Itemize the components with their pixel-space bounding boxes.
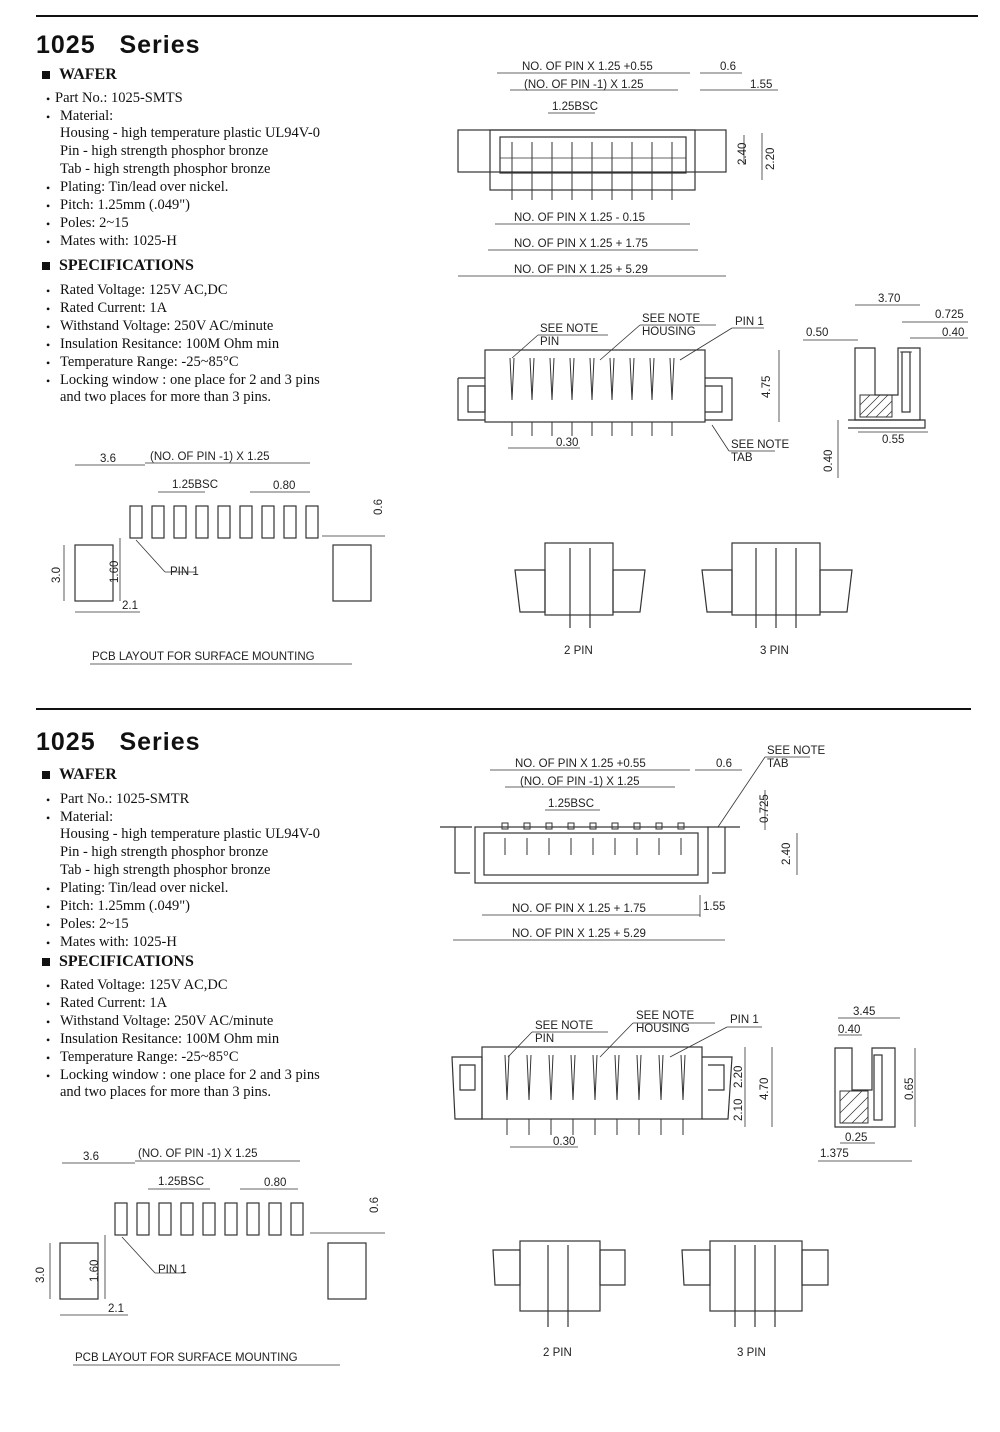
note-label: HOUSING	[636, 1023, 690, 1035]
bullet-dot-icon: •	[46, 356, 51, 370]
spec-line: Rated Current: 1A	[60, 995, 168, 1011]
bullet-dot-icon: •	[46, 320, 51, 334]
wafer-line: Mates with: 1025-H	[60, 233, 177, 249]
dim-label: 4.75	[761, 375, 773, 398]
spec-line: and two places for more than 3 pins.	[60, 389, 272, 405]
wafer-line: Pitch: 1.25mm (.049")	[60, 898, 190, 914]
dim-label: 2.1	[108, 1303, 124, 1315]
series-section-smtr	[0, 705, 1000, 1432]
dim-label: 1.55	[703, 901, 726, 913]
dim-label: 1.25BSC	[172, 479, 219, 491]
wafer-line: Mates with: 1025-H	[60, 934, 177, 950]
bullet-dot-icon: •	[46, 882, 51, 896]
dim-label: 0.6	[720, 61, 736, 73]
note-label: TAB	[767, 758, 789, 770]
bullet-dot-icon: •	[46, 811, 51, 825]
bullet-dot-icon: •	[46, 918, 51, 932]
dim-label: 3.6	[83, 1151, 99, 1163]
dim-label: 3.0	[35, 1267, 47, 1283]
dim-label: 0.30	[553, 1136, 576, 1148]
spec-line: Temperature Range: -25~85°C	[60, 354, 239, 370]
bullet-dot-icon: •	[46, 217, 51, 231]
spec-line: Rated Current: 1A	[60, 300, 168, 316]
note-label: PIN 1	[735, 316, 764, 328]
top-view-drawing	[458, 61, 778, 276]
bullet-dot-icon: •	[46, 1069, 51, 1083]
specifications-heading: SPECIFICATIONS	[42, 257, 194, 275]
dim-label: 2.20	[765, 147, 777, 170]
dim-label: 1.60	[89, 1259, 101, 1282]
dim-label: 0.725	[759, 794, 771, 823]
wafer-line: Pin - high strength phosphor bronze	[60, 844, 269, 860]
dim-label: (NO. OF PIN -1) X 1.25	[524, 79, 644, 91]
wafer-line: Part No.: 1025-SMTS	[55, 90, 183, 106]
spec-line: Locking window : one place for 2 and 3 pins	[60, 372, 320, 388]
note-label: SEE NOTE	[642, 313, 701, 325]
dim-label: 0.725	[935, 309, 964, 321]
note-label: SEE NOTE	[540, 323, 599, 335]
technical-drawing-smtr	[0, 705, 1000, 1432]
side-view-drawing	[803, 293, 968, 478]
wafer-line: Plating: Tin/lead over nickel.	[60, 179, 229, 195]
wafer-line: Tab - high strength phosphor bronze	[60, 862, 271, 878]
bullet-dot-icon: •	[46, 338, 51, 352]
wafer-line: Housing - high temperature plastic UL94V-0	[60, 826, 321, 842]
series-section-smts	[0, 0, 1000, 705]
wafer-line: Pin - high strength phosphor bronze	[60, 143, 269, 159]
dim-label: 1.375	[820, 1148, 849, 1160]
dim-label: NO. OF PIN X 1.25 +0.55	[515, 758, 646, 770]
dim-label: 3.70	[878, 293, 901, 305]
wafer-line: Tab - high strength phosphor bronze	[60, 161, 271, 177]
dim-label: 0.6	[369, 1197, 381, 1213]
front-view-drawing	[452, 1010, 772, 1148]
three-pin-drawing	[702, 543, 852, 657]
dim-label: 3.45	[853, 1006, 876, 1018]
wafer-line: Plating: Tin/lead over nickel.	[60, 880, 229, 896]
wafer-line: Poles: 2~15	[60, 916, 129, 932]
dim-label: PIN 1	[158, 1264, 187, 1276]
dim-label: 2.1	[122, 600, 138, 612]
dim-label: 3.6	[100, 453, 116, 465]
wafer-line: Pitch: 1.25mm (.049")	[60, 197, 190, 213]
series-title: 1025 Series	[36, 728, 201, 756]
bullet-dot-icon: •	[46, 1051, 51, 1065]
wafer-heading: WAFER	[42, 66, 117, 84]
dim-label: 0.50	[806, 327, 829, 339]
pcb-layout-caption: PCB LAYOUT FOR SURFACE MOUNTING	[75, 1352, 298, 1364]
wafer-line: Material:	[60, 809, 114, 825]
two-pin-drawing	[515, 543, 645, 657]
spec-line: Insulation Resitance: 100M Ohm min	[60, 1031, 280, 1047]
spec-line: Temperature Range: -25~85°C	[60, 1049, 239, 1065]
dim-label: PIN 1	[170, 566, 199, 578]
dim-label: 1.60	[109, 560, 121, 583]
dim-label: 0.40	[838, 1024, 861, 1036]
note-label: HOUSING	[642, 326, 696, 338]
spec-line: Withstand Voltage: 250V AC/minute	[60, 1013, 274, 1029]
bullet-dot-icon: •	[46, 900, 51, 914]
spec-line: and two places for more than 3 pins.	[60, 1084, 272, 1100]
spec-line: Rated Voltage: 125V AC,DC	[60, 977, 228, 993]
three-pin-drawing	[682, 1241, 828, 1359]
dim-label: 0.6	[373, 499, 385, 515]
dim-label: (NO. OF PIN -1) X 1.25	[520, 776, 640, 788]
two-pin-caption: 2 PIN	[543, 1347, 572, 1359]
spec-line: Withstand Voltage: 250V AC/minute	[60, 318, 274, 334]
bullet-dot-icon: •	[46, 302, 51, 316]
bullet-dot-icon: •	[46, 284, 51, 298]
dim-label: NO. OF PIN X 1.25 + 5.29	[514, 264, 648, 276]
dim-label: NO. OF PIN X 1.25 + 1.75	[514, 238, 648, 250]
wafer-line: Poles: 2~15	[60, 215, 129, 231]
bullet-dot-icon: •	[46, 1015, 51, 1029]
note-label: SEE NOTE	[731, 439, 790, 451]
bullet-dot-icon: •	[46, 92, 51, 106]
bullet-dot-icon: •	[46, 199, 51, 213]
bullet-dot-icon: •	[46, 979, 51, 993]
top-view-drawing	[440, 745, 825, 940]
dim-label: NO. OF PIN X 1.25 + 1.75	[512, 903, 646, 915]
dim-label: NO. OF PIN X 1.25 + 5.29	[512, 928, 646, 940]
dim-label: 1.25BSC	[552, 101, 599, 113]
note-label: PIN 1	[730, 1014, 759, 1026]
front-view-drawing	[458, 313, 789, 464]
note-label: TAB	[731, 452, 753, 464]
pcb-layout-drawing	[51, 451, 385, 664]
dim-label: 0.55	[882, 434, 905, 446]
dim-label: 0.80	[264, 1177, 287, 1189]
bullet-dot-icon: •	[46, 997, 51, 1011]
dim-label: 2.40	[781, 842, 793, 865]
dim-label: 0.80	[273, 480, 296, 492]
dim-label: 1.25BSC	[158, 1176, 205, 1188]
dim-label: 0.6	[716, 758, 732, 770]
technical-drawing-smts	[0, 0, 1000, 705]
dim-label: 0.65	[904, 1077, 916, 1100]
dim-label: NO. OF PIN X 1.25 +0.55	[522, 61, 653, 73]
dim-label: 3.0	[51, 567, 63, 583]
dim-label: 0.40	[823, 449, 835, 472]
bullet-dot-icon: •	[46, 936, 51, 950]
dim-label: NO. OF PIN X 1.25 - 0.15	[514, 212, 646, 224]
dim-label: 1.55	[750, 79, 773, 91]
bullet-dot-icon: •	[46, 110, 51, 124]
bullet-dot-icon: •	[46, 1033, 51, 1047]
dim-label: 0.40	[942, 327, 965, 339]
dim-label: 2.40	[737, 142, 749, 165]
dim-label: 2.20	[733, 1065, 745, 1088]
note-label: SEE NOTE	[767, 745, 826, 757]
series-title: 1025 Series	[36, 31, 201, 59]
note-label: PIN	[540, 336, 560, 348]
wafer-heading: WAFER	[42, 766, 117, 784]
dim-label: (NO. OF PIN -1) X 1.25	[138, 1148, 258, 1160]
pcb-layout-caption: PCB LAYOUT FOR SURFACE MOUNTING	[92, 651, 315, 663]
two-pin-drawing	[493, 1241, 625, 1359]
bullet-dot-icon: •	[46, 374, 51, 388]
note-label: PIN	[535, 1033, 555, 1045]
bullet-dot-icon: •	[46, 793, 51, 807]
pcb-layout-drawing	[35, 1148, 385, 1365]
dim-label: 0.30	[556, 437, 579, 449]
note-label: SEE NOTE	[535, 1020, 594, 1032]
dim-label: 2.10	[733, 1098, 745, 1121]
wafer-line: Material:	[60, 108, 114, 124]
bullet-dot-icon: •	[46, 235, 51, 249]
bullet-dot-icon: •	[46, 181, 51, 195]
three-pin-caption: 3 PIN	[737, 1347, 766, 1359]
spec-line: Insulation Resitance: 100M Ohm min	[60, 336, 280, 352]
dim-label: 4.70	[759, 1077, 771, 1100]
dim-label: 1.25BSC	[548, 798, 595, 810]
specifications-heading: SPECIFICATIONS	[42, 953, 194, 971]
three-pin-caption: 3 PIN	[760, 645, 789, 657]
dim-label: 0.25	[845, 1132, 868, 1144]
spec-line: Rated Voltage: 125V AC,DC	[60, 282, 228, 298]
spec-line: Locking window : one place for 2 and 3 pins	[60, 1067, 320, 1083]
wafer-line: Housing - high temperature plastic UL94V-0	[60, 125, 321, 141]
note-label: SEE NOTE	[636, 1010, 695, 1022]
two-pin-caption: 2 PIN	[564, 645, 593, 657]
dim-label: (NO. OF PIN -1) X 1.25	[150, 451, 270, 463]
side-view-drawing	[818, 1006, 916, 1161]
wafer-line: Part No.: 1025-SMTR	[60, 791, 190, 807]
